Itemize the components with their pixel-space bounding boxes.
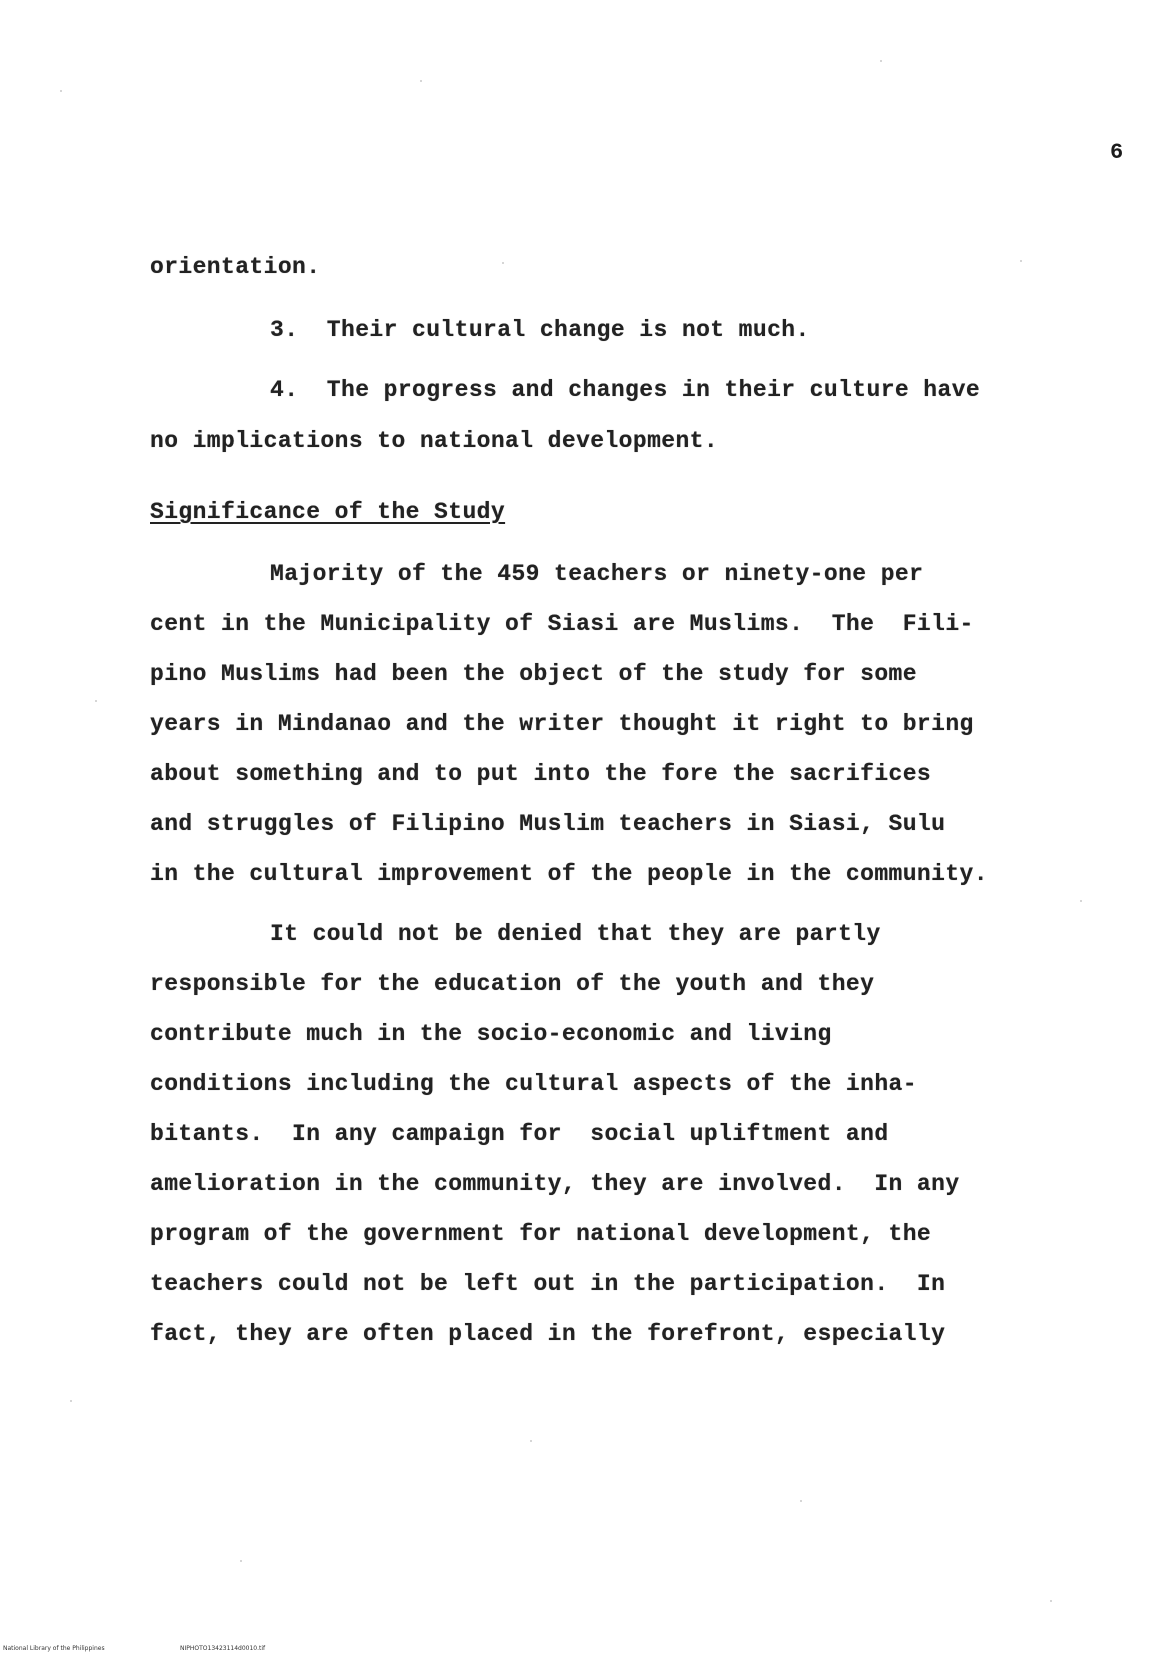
text-line: bitants. In any campaign for social upliftment and [150,1121,889,1147]
scan-speck [95,700,97,702]
scan-speck [1050,1600,1052,1602]
scan-speck [530,1440,532,1442]
text-line: and struggles of Filipino Muslim teachers in Siasi, Sulu [150,811,946,837]
scan-speck [880,60,882,62]
scan-speck [1080,900,1082,902]
text-line: responsible for the education of the youth and they [150,971,875,997]
footer-filename: NIPHOTO13423114d0010.tif [180,1645,266,1652]
text-line: It could not be denied that they are partly [270,921,881,947]
text-line: orientation. [150,254,321,280]
list-item-3: 3. Their cultural change is not much. [270,317,810,343]
text-line: fact, they are often placed in the forefront, especially [150,1321,946,1347]
text-line: in the cultural improvement of the people in the community. [150,861,988,887]
text-line: amelioration in the community, they are involved. In any [150,1171,960,1197]
scan-speck [240,1560,242,1562]
text-line: Majority of the 459 teachers or ninety-one per [270,561,924,587]
section-heading: Significance of the Study [150,499,506,525]
text-line: pino Muslims had been the object of the study for some [150,661,917,687]
footer-source: National Library of the Philippines [3,1645,105,1652]
scan-speck [70,1400,72,1402]
scan-speck [60,90,62,92]
page-number: 6 [1110,140,1124,165]
scan-speck [1020,260,1022,262]
scan-speck [502,262,504,264]
text-line: contribute much in the socio-economic and living [150,1021,832,1047]
text-line: conditions including the cultural aspects of the inha- [150,1071,917,1097]
text-line: about something and to put into the fore the sacrifices [150,761,932,787]
text-line: program of the government for national development, the [150,1221,932,1247]
scan-speck [800,1500,802,1502]
scan-speck [420,80,422,82]
text-line: cent in the Municipality of Siasi are Muslims. The Fili- [150,611,974,637]
text-line: years in Mindanao and the writer thought it right to bring [150,711,974,737]
list-item-4: 4. The progress and changes in their culture have [270,377,981,403]
text-line: teachers could not be left out in the participation. In [150,1271,946,1297]
text-line: no implications to national development. [150,428,719,454]
